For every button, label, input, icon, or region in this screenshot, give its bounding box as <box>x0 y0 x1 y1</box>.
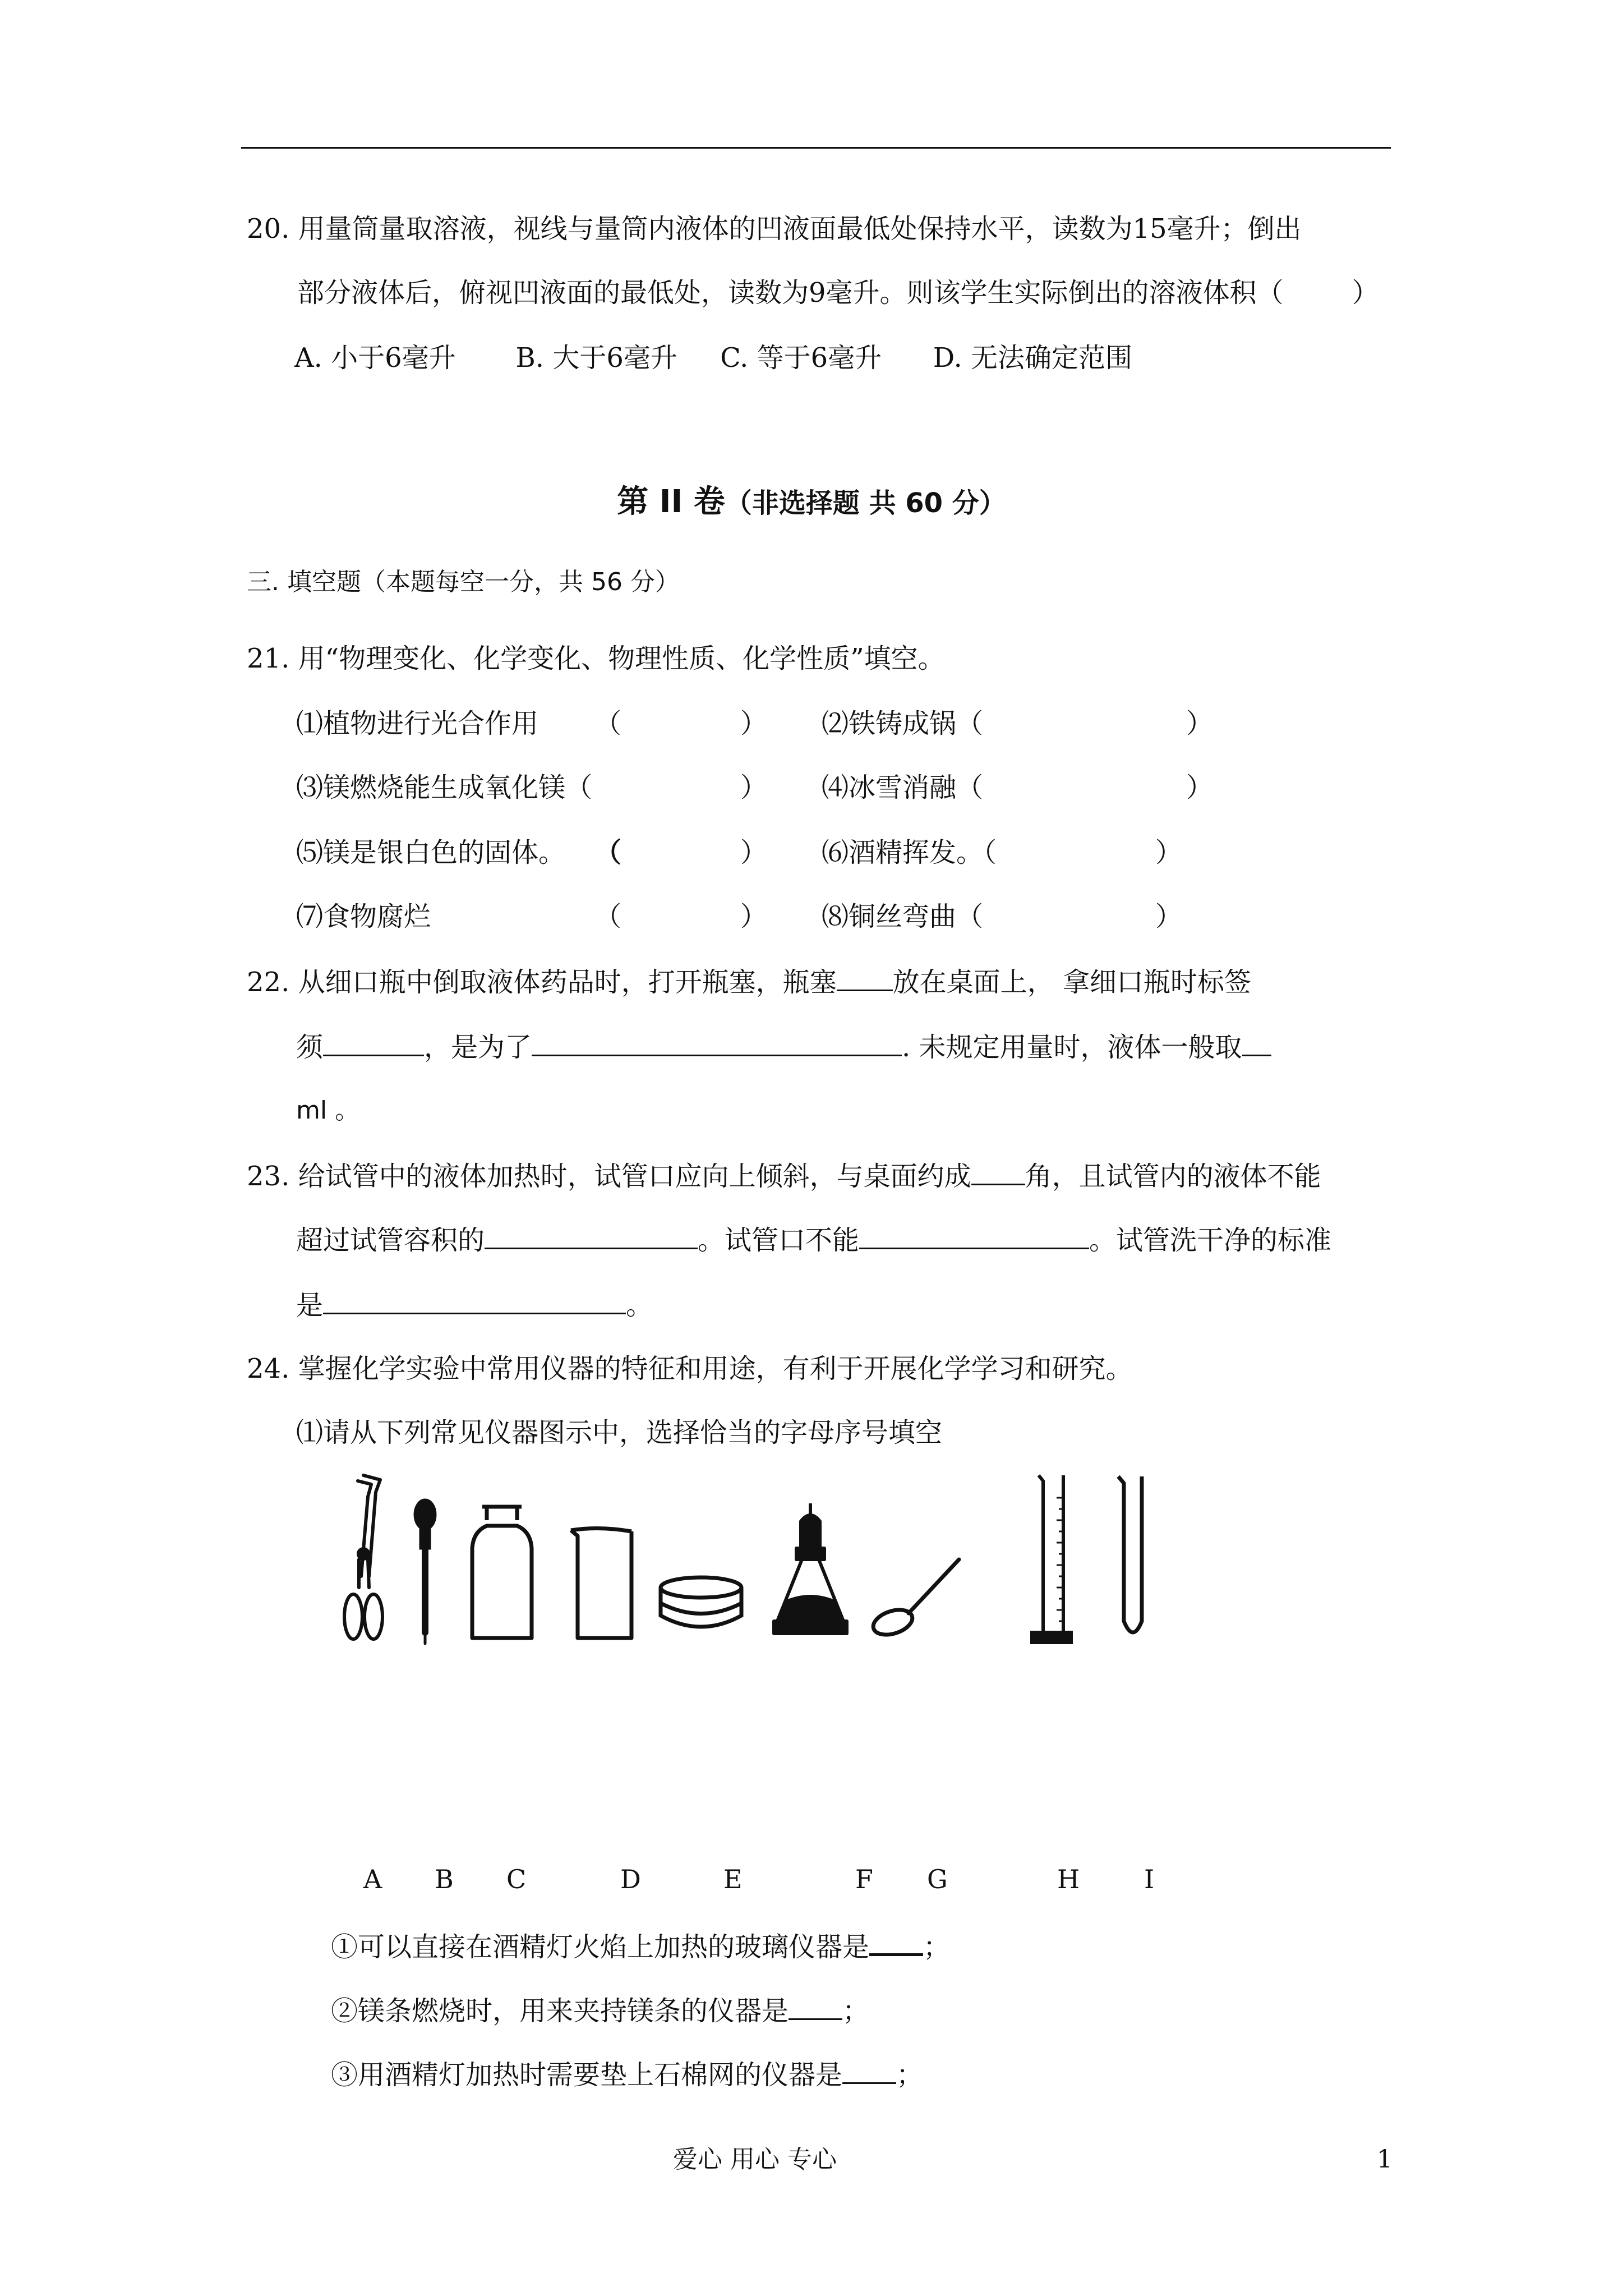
q23-blank-1[interactable] <box>971 1159 1025 1185</box>
q21-paren-open-7: （ <box>594 901 622 932</box>
q21-paren-close-6: ） <box>1155 837 1183 868</box>
crucible-tongs-icon <box>336 1470 387 1649</box>
q20-options: A. 小于6毫升 B. 大于6毫升 C. 等于6毫升 D. 无法确定范围 <box>294 342 1133 374</box>
q23-line2-c: 。试管洗干净的标准 <box>1089 1225 1332 1256</box>
wide-mouth-bottle-icon <box>465 1470 538 1649</box>
q21-paren-close-3: ） <box>740 772 768 803</box>
q24-q2 <box>331 1994 869 2028</box>
label-i: I <box>1144 1864 1155 1894</box>
dropper-icon <box>408 1470 442 1649</box>
label-h: H <box>1057 1864 1080 1894</box>
q24-sub1: ⑴请从下列常见仪器图示中，选择恰当的字母序号填空 <box>296 1417 943 1448</box>
page-number: 1 <box>1377 2145 1393 2174</box>
q23-line2-a: 超过试管容积的 <box>296 1225 485 1256</box>
q22-line2-c: . 未规定用量时，液体一般取 <box>902 1032 1242 1063</box>
q21-stem: 21. 用“物理变化、化学变化、物理性质、化学性质”填空。 <box>247 643 945 674</box>
q23-line3-b: 。 <box>626 1290 653 1321</box>
q22-line2-b: ，是为了 <box>424 1032 532 1063</box>
section-title-main: 第 II 卷 <box>617 484 725 520</box>
test-tube-icon <box>1110 1470 1155 1649</box>
q21-item-2: ⑵铁铸成锅（ <box>822 708 984 739</box>
q24-q1-text: ①可以直接在酒精灯火焰上加热的玻璃仪器是 <box>331 1931 870 1963</box>
q24-q3 <box>331 2058 923 2092</box>
graduated-cylinder-icon <box>1026 1470 1077 1649</box>
section-title-sub: （非选择题 共 60 分） <box>725 487 1006 519</box>
q22-line2-a: 须 <box>296 1032 324 1063</box>
q23-line3 <box>296 1288 653 1322</box>
q24-q2-semicolon: ； <box>842 1995 870 2027</box>
q22-line2 <box>296 1030 1271 1064</box>
q24-q2-blank[interactable] <box>789 1994 842 2020</box>
q21-item-3: ⑶镁燃烧能生成氧化镁（ <box>296 772 593 803</box>
apparatus-letters <box>0 1862 1623 1896</box>
q24-q2-text: ②镁条燃烧时，用来夹持镁条的仪器是 <box>331 1995 789 2027</box>
medicine-spoon-icon <box>869 1470 965 1649</box>
q23-line1-a: 23. 给试管中的液体加热时，试管口应向上倾斜，与桌面约成 <box>247 1161 971 1192</box>
q23-line3-a: 是 <box>296 1290 324 1321</box>
q23-line1 <box>247 1159 1321 1193</box>
part3-label: 三. 填空题（本题每空一分，共 56 分） <box>247 568 680 596</box>
label-a: A <box>363 1864 382 1894</box>
q21-paren-close-5: ） <box>740 837 768 868</box>
q23-line1-b: 角，且试管内的液体不能 <box>1025 1161 1321 1192</box>
q21-paren-open-1: （ <box>594 708 622 739</box>
label-g: G <box>927 1864 948 1894</box>
q21-paren-close-1: ） <box>740 708 768 739</box>
q21-paren-close-2: ） <box>1186 708 1214 739</box>
q23-line2-b: 。试管口不能 <box>698 1225 860 1256</box>
q21-item-6: ⑹酒精挥发。（ <box>822 837 997 868</box>
apparatus-figure <box>331 1470 1161 1649</box>
label-f: F <box>855 1864 873 1894</box>
q21-item-1: ⑴植物进行光合作用 <box>296 708 539 739</box>
q24-q3-semicolon: ； <box>896 2059 924 2091</box>
q24-stem: 24. 掌握化学实验中常用仪器的特征和用途，有利于开展化学学习和研究。 <box>247 1353 1133 1384</box>
beaker-icon <box>565 1470 638 1649</box>
q21-paren-close-4: ） <box>1186 772 1214 803</box>
q22-line1 <box>247 965 1251 999</box>
q21-item-4: ⑷冰雪消融（ <box>822 772 984 803</box>
q24-q3-blank[interactable] <box>842 2058 896 2084</box>
q20-line1: 20. 用量筒量取溶液，视线与量筒内液体的凹液面最低处保持水平，读数为15毫升；倒出 <box>247 213 1302 245</box>
q22-blank-2[interactable] <box>323 1030 424 1056</box>
label-e: E <box>723 1864 743 1894</box>
q23-blank-3[interactable] <box>859 1223 1089 1249</box>
q22-blank-4[interactable] <box>1242 1030 1271 1056</box>
q21-item-5: ⑸镁是银白色的固体。 <box>296 837 566 868</box>
q20-line2: 部分液体后，俯视凹液面的最低处，读数为9毫升。则该学生实际倒出的溶液体积（ ） <box>297 277 1379 309</box>
q23-line2 <box>296 1223 1331 1257</box>
q22-line3: ml 。 <box>296 1096 360 1125</box>
q21-paren-open-5: （ <box>594 837 622 868</box>
q22-line1-b: 放在桌面上， 拿细口瓶时标签 <box>892 967 1251 998</box>
q24-q1-blank[interactable] <box>869 1929 923 1956</box>
q22-blank-3[interactable] <box>532 1030 902 1056</box>
label-c: C <box>506 1864 527 1894</box>
q24-q1-semicolon: ； <box>923 1931 951 1963</box>
section-title <box>0 477 1623 522</box>
footer-motto: 爱心 用心 专心 <box>673 2145 837 2174</box>
q21-item-7: ⑺食物腐烂 <box>296 901 431 932</box>
alcohol-lamp-icon <box>768 1470 852 1649</box>
q24-q3-text: ③用酒精灯加热时需要垫上石棉网的仪器是 <box>331 2059 843 2091</box>
q23-blank-2[interactable] <box>485 1223 698 1249</box>
label-d: D <box>620 1864 641 1894</box>
q23-blank-4[interactable] <box>323 1288 626 1314</box>
q22-blank-1[interactable] <box>837 965 893 991</box>
header-rule <box>241 147 1391 149</box>
q21-paren-close-7: ） <box>740 901 768 932</box>
q21-paren-close-8: ） <box>1155 901 1183 932</box>
label-b: B <box>435 1864 454 1894</box>
q21-item-8: ⑻铜丝弯曲（ <box>822 901 984 932</box>
q22-line1-a: 22. 从细口瓶中倒取液体药品时，打开瓶塞，瓶塞 <box>247 967 837 998</box>
q24-q1 <box>331 1929 950 1964</box>
evaporating-dish-icon <box>656 1470 746 1649</box>
